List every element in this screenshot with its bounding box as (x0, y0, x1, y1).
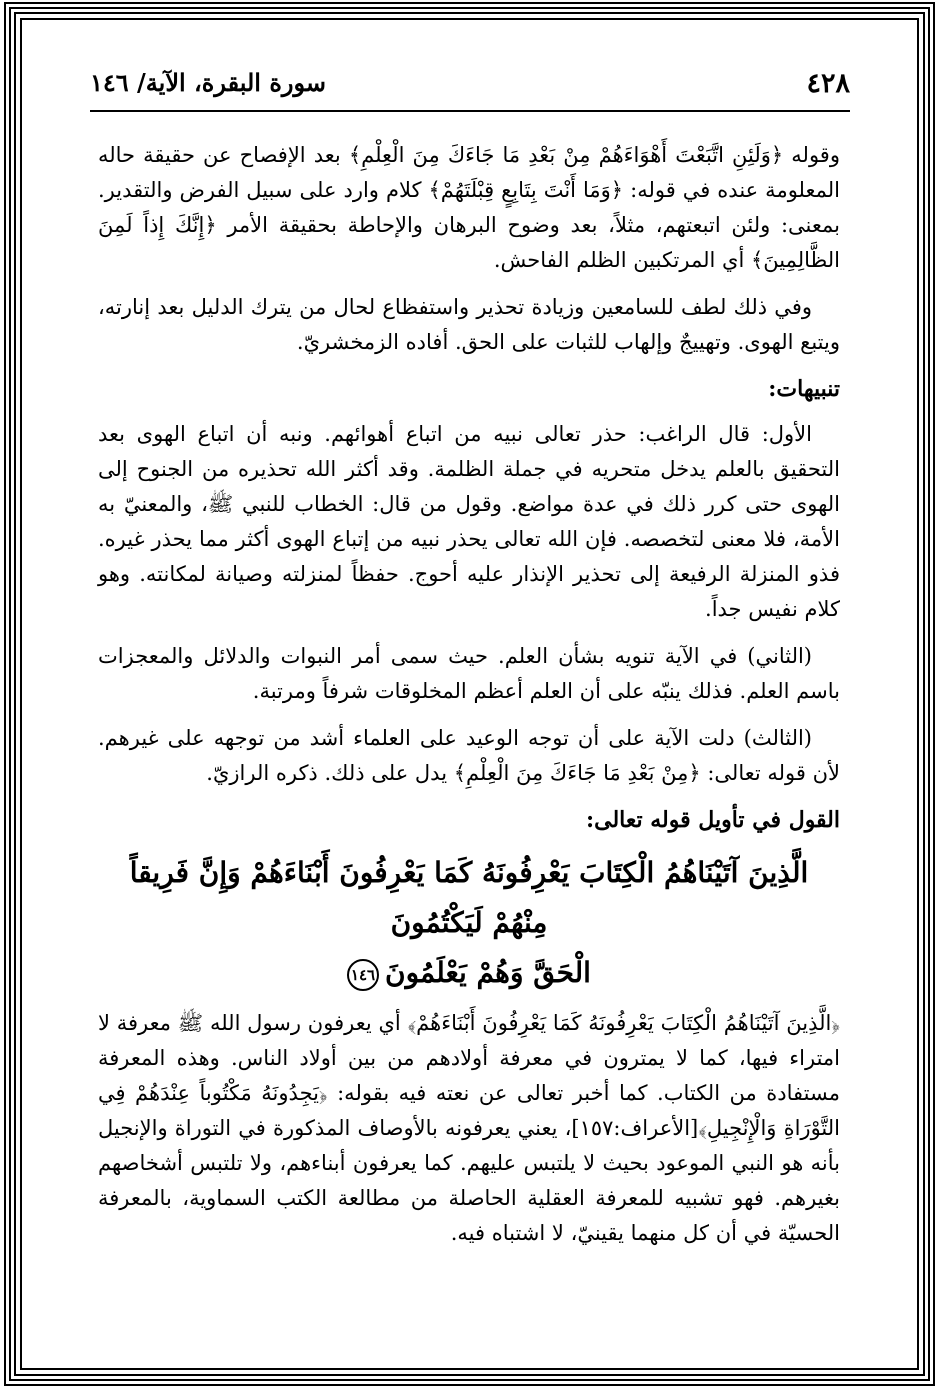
verse-line-2-wrapper (98, 948, 840, 998)
quran-verse (98, 848, 840, 998)
heading-notes: تنبيهات: (768, 376, 840, 402)
page-body (98, 138, 840, 1263)
paragraph-note-first: الأول: قال الراغب: حذر تعالى نبيه من اتباع أهوائهم. ونبه أن اتباع الهوى بعد التحقيق بالعلم يدخل متحريه في جملة الظلمة. وقد أكثر الله تحذيره من الجنوح إلى الهوى حتى كرر ذلك في عدة مواضع. وقول من قال: الخطاب للنبي ﷺ، والمعنيّ به الأمة، فلا معنى لتخصصه. فإن الله تعالى يحذر نبيه من إتباع الهوى أكثر مما يحذر غيره. فذو المنزلة الرفيعة إلى تحذير الإنذار عليه أحوج. حفظاً لمنزلته وصيانة لمكانته. وهو كلام نفيس جداً. (98, 422, 840, 621)
paragraph-note-third: (الثالث) دلت الآية على أن توجه الوعيد على العلماء أشد من توجهه على غيرهم. لأن قوله تعالى: ﴿مِنْ بَعْدِ مَا جَاءَكَ مِنَ الْعِلْمِ﴾ يدل على ذلك. ذكره الرازيّ. (98, 726, 840, 785)
running-title: سورة البقرة، الآية/ ١٤٦ (90, 68, 327, 97)
verse-number-marker: ١٤٦ (347, 959, 379, 991)
paragraph-verse-explanation: ﴿الَّذِينَ آتَيْنَاهُمُ الْكِتَابَ يَعْرِفُونَهُ كَمَا يَعْرِفُونَ أَبْنَاءَهُمْ﴾ أي يعرفون رسول الله ﷺ معرفة لا امتراء فيها، كما لا يمترون في معرفة أولادهم من بين أولاد الناس. وهذه المعرفة مستفادة من الكتاب. كما أخبر تعالى عن نعته فيه بقوله: ﴿يَجِدُونَهُ مَكْتُوباً عِنْدَهُمْ فِي التَّوْرَاةِ وَالْإِنْجِيلِ﴾[الأعراف:١٥٧]، يعني يعرفونه بالأوصاف المذكورة في التوراة والإنجيل بأنه هو النبي الموعود بحيث لا يلتبس عليهم. كما يعرفون أبناءهم، ولا تلتبس أشخاصهم بغيرهم. فهو تشبيه للمعرفة العقلية الحاصلة من مطالعة الكتب السماوية، بالمعرفة الحسيّة في أن كل منهما يقينيّ، لا اشتباه فيه. (98, 1011, 841, 1245)
heading-tafsir: القول في تأويل قوله تعالى: (586, 807, 840, 833)
header-rule (90, 110, 850, 112)
page-number: ٤٢٨ (806, 68, 850, 99)
page-header (90, 66, 850, 106)
verse-line-2: الْحَقَّ وَهُمْ يَعْلَمُونَ (385, 956, 591, 989)
paragraph-commentary-2: وفي ذلك لطف للسامعين وزيادة تحذير واستفظاع لحال من يترك الدليل بعد إنارته، ويتبع الهوى. وتهييجٌ وإلهاب للثبات على الحق. أفاده الزمخشريّ. (98, 295, 840, 354)
paragraph-note-second: (الثاني) في الآية تنويه بشأن العلم. حيث سمى أمر النبوات والدلائل والمعجزات باسم العلم. فذلك ينبّه على أن العلم أعظم المخلوقات شرفاً ومرتبة. (98, 644, 840, 703)
verse-line-1: الَّذِينَ آتَيْنَاهُمُ الْكِتَابَ يَعْرِفُونَهُ كَمَا يَعْرِفُونَ أَبْنَاءَهُمْ وَإِنَّ فَرِيقاً مِنْهُمْ لَيَكْتُمُونَ (129, 856, 809, 939)
paragraph-commentary-1: وقوله ﴿وَلَئِنِ اتَّبَعْتَ أَهْوَاءَهُمْ مِنْ بَعْدِ مَا جَاءَكَ مِنَ الْعِلْمِ﴾ بعد الإفصاح عن حقيقة حاله المعلومة عنده في قوله: ﴿وَمَا أَنْتَ بِتَابِعٍ قِبْلَتَهُمْ﴾ كلام وارد على سبيل الفرض والتقدير. بمعنى: ولئن اتبعتهم، مثلاً، بعد وضوح البرهان والإحاطة بحقيقة الأمر ﴿إِنَّكَ إِذاً لَمِنَ الظَّالِمِينَ﴾ أي المرتكبين الظلم الفاحش. (98, 143, 840, 272)
